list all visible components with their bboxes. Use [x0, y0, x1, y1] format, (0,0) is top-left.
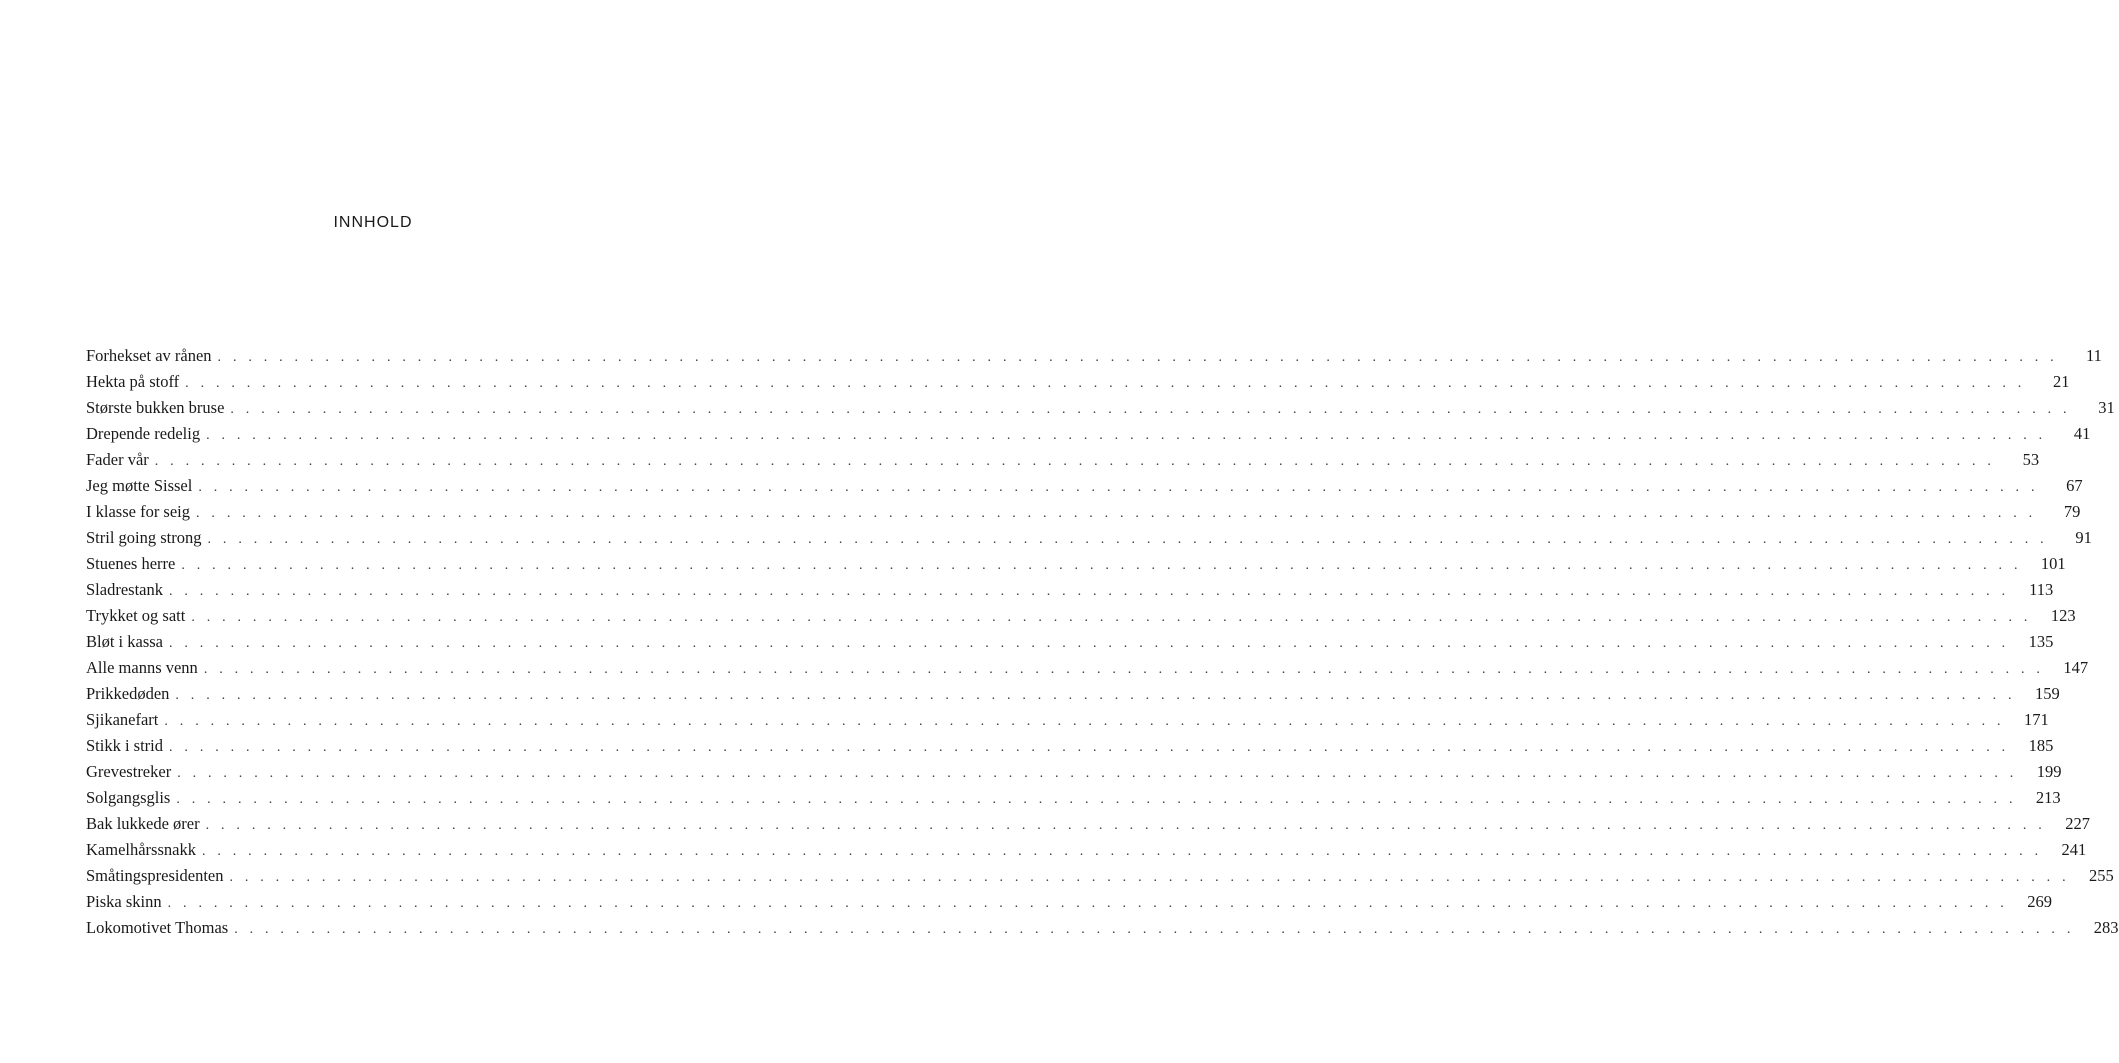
toc-entry-page-number: 283: [2093, 918, 2119, 937]
dot-leader: . . . . . . . . . . . . . . . . . . . . . . . . . . . . . . . . . . . . . . . . . . . . . . . . . . . . . . . . . . . . . . . . . . . . . . . . . . . . . . . . . . . . . . . . . . . . . . . . . . . . . . . . . . . . . . . . . . . . . . . .: [203, 662, 2045, 677]
toc-entry-title: I klasse for seig: [86, 502, 191, 521]
dot-leader: . . . . . . . . . . . . . . . . . . . . . . . . . . . . . . . . . . . . . . . . . . . . . . . . . . . . . . . . . . . . . . . . . . . . . . . . . . . . . . . . . . . . . . . . . . . . . . . . . . . . . . . . . . . . . . . . . . . . . . . .: [181, 558, 2022, 573]
dot-leader: . . . . . . . . . . . . . . . . . . . . . . . . . . . . . . . . . . . . . . . . . . . . . . . . . . . . . . . . . . . . . . . . . . . . . . . . . . . . . . . . . . . . . . . . . . . . . . . . . . . . . . . . . . . . . . . . . . . . . . . .: [176, 792, 2017, 807]
toc-entry-page-number: 135: [2028, 632, 2054, 651]
toc-entry[interactable]: [86, 343, 2102, 369]
dot-leader: . . . . . . . . . . . . . . . . . . . . . . . . . . . . . . . . . . . . . . . . . . . . . . . . . . . . . . . . . . . . . . . . . . . . . . . . . . . . . . . . . . . . . . . . . . . . . . . . . . . . . . . . . . . . . . . . . . . . . . . .: [234, 922, 2075, 937]
toc-entry-page-number: 241: [2061, 840, 2087, 859]
toc-entry-page-number: 79: [2063, 502, 2081, 521]
table-of-contents: [86, 343, 2119, 941]
toc-entry-title: Drepende redelig: [86, 424, 201, 443]
dot-leader: . . . . . . . . . . . . . . . . . . . . . . . . . . . . . . . . . . . . . . . . . . . . . . . . . . . . . . . . . . . . . . . . . . . . . . . . . . . . . . . . . . . . . . . . . . . . . . . . . . . . . . . . . . . . . . . . . . . . . . . .: [217, 350, 2058, 365]
dot-leader: . . . . . . . . . . . . . . . . . . . . . . . . . . . . . . . . . . . . . . . . . . . . . . . . . . . . . . . . . . . . . . . . . . . . . . . . . . . . . . . . . . . . . . . . . . . . . . . . . . . . . . . . . . . . . . . . . . . . . . . .: [154, 454, 1996, 469]
toc-entry[interactable]: [86, 811, 2090, 837]
toc-entry[interactable]: [86, 629, 2054, 655]
dot-leader: . . . . . . . . . . . . . . . . . . . . . . . . . . . . . . . . . . . . . . . . . . . . . . . . . . . . . . . . . . . . . . . . . . . . . . . . . . . . . . . . . . . . . . . . . . . . . . . . . . . . . . . . . . . . . . . . . . . . . . . .: [169, 636, 2010, 651]
toc-entry-title: Kamelhårssnakk: [86, 840, 196, 859]
dot-leader: . . . . . . . . . . . . . . . . . . . . . . . . . . . . . . . . . . . . . . . . . . . . . . . . . . . . . . . . . . . . . . . . . . . . . . . . . . . . . . . . . . . . . . . . . . . . . . . . . . . . . . . . . . . . . . . . . . . . . . . .: [185, 376, 2026, 391]
dot-leader: . . . . . . . . . . . . . . . . . . . . . . . . . . . . . . . . . . . . . . . . . . . . . . . . . . . . . . . . . . . . . . . . . . . . . . . . . . . . . . . . . . . . . . . . . . . . . . . . . . . . . . . . . . . . . . . . . . . . . . . .: [207, 532, 2048, 547]
toc-entry-page-number: 159: [2034, 684, 2060, 703]
toc-entry[interactable]: [86, 915, 2119, 941]
toc-entry-page-number: 41: [2073, 424, 2091, 443]
toc-entry[interactable]: [86, 447, 2040, 473]
toc-entry-page-number: 101: [2040, 554, 2066, 573]
toc-entry[interactable]: [86, 551, 2066, 577]
toc-entry-page-number: 185: [2028, 736, 2054, 755]
toc-entry[interactable]: [86, 421, 2091, 447]
toc-entry-title: Bak lukkede ører: [86, 814, 200, 833]
toc-entry[interactable]: [86, 499, 2081, 525]
dot-leader: . . . . . . . . . . . . . . . . . . . . . . . . . . . . . . . . . . . . . . . . . . . . . . . . . . . . . . . . . . . . . . . . . . . . . . . . . . . . . . . . . . . . . . . . . . . . . . . . . . . . . . . . . . . . . . . . . . . . . . . .: [177, 766, 2018, 781]
dot-leader: . . . . . . . . . . . . . . . . . . . . . . . . . . . . . . . . . . . . . . . . . . . . . . . . . . . . . . . . . . . . . . . . . . . . . . . . . . . . . . . . . . . . . . . . . . . . . . . . . . . . . . . . . . . . . . . . . . . . . . . .: [229, 870, 2070, 885]
dot-leader: . . . . . . . . . . . . . . . . . . . . . . . . . . . . . . . . . . . . . . . . . . . . . . . . . . . . . . . . . . . . . . . . . . . . . . . . . . . . . . . . . . . . . . . . . . . . . . . . . . . . . . . . . . . . . . . . . . . . . . . .: [196, 506, 2037, 521]
toc-entry-title: Piska skinn: [86, 892, 162, 911]
toc-entry-title: Grevestreker: [86, 762, 172, 781]
toc-entry-title: Bløt i kassa: [86, 632, 163, 651]
dot-leader: . . . . . . . . . . . . . . . . . . . . . . . . . . . . . . . . . . . . . . . . . . . . . . . . . . . . . . . . . . . . . . . . . . . . . . . . . . . . . . . . . . . . . . . . . . . . . . . . . . . . . . . . . . . . . . . . . . . . . . . .: [169, 740, 2010, 755]
toc-entry-title: Lokomotivet Thomas: [86, 918, 229, 937]
toc-entry-title: Sladrestank: [86, 580, 163, 599]
toc-entry[interactable]: [86, 889, 2052, 915]
toc-entry-page-number: 199: [2036, 762, 2062, 781]
toc-entry-title: Stuenes herre: [86, 554, 176, 573]
toc-entry-page-number: 227: [2065, 814, 2090, 833]
toc-entry[interactable]: [86, 733, 2054, 759]
dot-leader: . . . . . . . . . . . . . . . . . . . . . . . . . . . . . . . . . . . . . . . . . . . . . . . . . . . . . . . . . . . . . . . . . . . . . . . . . . . . . . . . . . . . . . . . . . . . . . . . . . . . . . . . . . . . . . . . . . . . . . . .: [167, 896, 2008, 911]
toc-entry-page-number: 113: [2029, 580, 2054, 599]
toc-entry[interactable]: [86, 759, 2062, 785]
toc-entry-title: Sjikanefart: [86, 710, 159, 729]
toc-entry-page-number: 53: [2022, 450, 2040, 469]
dot-leader: . . . . . . . . . . . . . . . . . . . . . . . . . . . . . . . . . . . . . . . . . . . . . . . . . . . . . . . . . . . . . . . . . . . . . . . . . . . . . . . . . . . . . . . . . . . . . . . . . . . . . . . . . . . . . . . . . . . . . . . .: [175, 688, 2016, 703]
toc-entry[interactable]: [86, 837, 2087, 863]
toc-entry-title: Forhekset av rånen: [86, 346, 212, 365]
toc-entry-page-number: 269: [2027, 892, 2052, 911]
toc-entry-title: Stril going strong: [86, 528, 202, 547]
toc-entry-page-number: 11: [2085, 346, 2102, 365]
toc-entry[interactable]: [86, 655, 2089, 681]
toc-entry-page-number: 21: [2052, 372, 2070, 391]
toc-entry-title: Alle manns venn: [86, 658, 198, 677]
toc-entry[interactable]: [86, 395, 2115, 421]
toc-entry[interactable]: [86, 525, 2092, 551]
dot-leader: . . . . . . . . . . . . . . . . . . . . . . . . . . . . . . . . . . . . . . . . . . . . . . . . . . . . . . . . . . . . . . . . . . . . . . . . . . . . . . . . . . . . . . . . . . . . . . . . . . . . . . . . . . . . . . . . . . . . . . . .: [205, 818, 2046, 833]
toc-entry-page-number: 123: [2050, 606, 2076, 625]
toc-entry-title: Fader vår: [86, 450, 149, 469]
toc-entry-page-number: 147: [2063, 658, 2089, 677]
toc-entry-page-number: 31: [2098, 398, 2115, 417]
dot-leader: . . . . . . . . . . . . . . . . . . . . . . . . . . . . . . . . . . . . . . . . . . . . . . . . . . . . . . . . . . . . . . . . . . . . . . . . . . . . . . . . . . . . . . . . . . . . . . . . . . . . . . . . . . . . . . . . . . . . . . . .: [206, 428, 2047, 443]
toc-entry-page-number: 91: [2075, 528, 2092, 547]
toc-entry-title: Prikkedøden: [86, 684, 170, 703]
toc-entry-title: Jeg møtte Sissel: [86, 476, 193, 495]
toc-entry[interactable]: [86, 681, 2060, 707]
toc-entry[interactable]: [86, 369, 2070, 395]
dot-leader: . . . . . . . . . . . . . . . . . . . . . . . . . . . . . . . . . . . . . . . . . . . . . . . . . . . . . . . . . . . . . . . . . . . . . . . . . . . . . . . . . . . . . . . . . . . . . . . . . . . . . . . . . . . . . . . . . . . . . . . .: [191, 610, 2032, 625]
toc-entry-page-number: 213: [2035, 788, 2061, 807]
toc-entry-title: Største bukken bruse: [86, 398, 225, 417]
toc-entry[interactable]: [86, 707, 2049, 733]
toc-entry-page-number: 171: [2023, 710, 2049, 729]
dot-leader: . . . . . . . . . . . . . . . . . . . . . . . . . . . . . . . . . . . . . . . . . . . . . . . . . . . . . . . . . . . . . . . . . . . . . . . . . . . . . . . . . . . . . . . . . . . . . . . . . . . . . . . . . . . . . . . . . . . . . . . .: [168, 584, 2010, 599]
toc-entry-page-number: 255: [2089, 866, 2114, 885]
dot-leader: . . . . . . . . . . . . . . . . . . . . . . . . . . . . . . . . . . . . . . . . . . . . . . . . . . . . . . . . . . . . . . . . . . . . . . . . . . . . . . . . . . . . . . . . . . . . . . . . . . . . . . . . . . . . . . . . . . . . . . . .: [230, 402, 2071, 417]
toc-entry[interactable]: [86, 603, 2076, 629]
dot-leader: . . . . . . . . . . . . . . . . . . . . . . . . . . . . . . . . . . . . . . . . . . . . . . . . . . . . . . . . . . . . . . . . . . . . . . . . . . . . . . . . . . . . . . . . . . . . . . . . . . . . . . . . . . . . . . . . . . . . . . . .: [198, 480, 2039, 495]
dot-leader: . . . . . . . . . . . . . . . . . . . . . . . . . . . . . . . . . . . . . . . . . . . . . . . . . . . . . . . . . . . . . . . . . . . . . . . . . . . . . . . . . . . . . . . . . . . . . . . . . . . . . . . . . . . . . . . . . . . . . . . .: [201, 844, 2043, 859]
toc-entry-title: Solgangsglis: [86, 788, 171, 807]
dot-leader: . . . . . . . . . . . . . . . . . . . . . . . . . . . . . . . . . . . . . . . . . . . . . . . . . . . . . . . . . . . . . . . . . . . . . . . . . . . . . . . . . . . . . . . . . . . . . . . . . . . . . . . . . . . . . . . . . . . . . . . .: [164, 714, 2005, 729]
toc-entry[interactable]: [86, 863, 2114, 889]
page-title: INNHOLD: [333, 214, 413, 231]
toc-entry[interactable]: [86, 577, 2054, 603]
toc-entry[interactable]: [86, 473, 2083, 499]
toc-entry-page-number: 67: [2066, 476, 2083, 495]
toc-entry-title: Stikk i strid: [86, 736, 164, 755]
toc-entry-title: Småtingspresidenten: [86, 866, 224, 885]
toc-entry-title: Trykket og satt: [86, 606, 186, 625]
toc-entry[interactable]: [86, 785, 2061, 811]
toc-entry-title: Hekta på stoff: [86, 372, 180, 391]
